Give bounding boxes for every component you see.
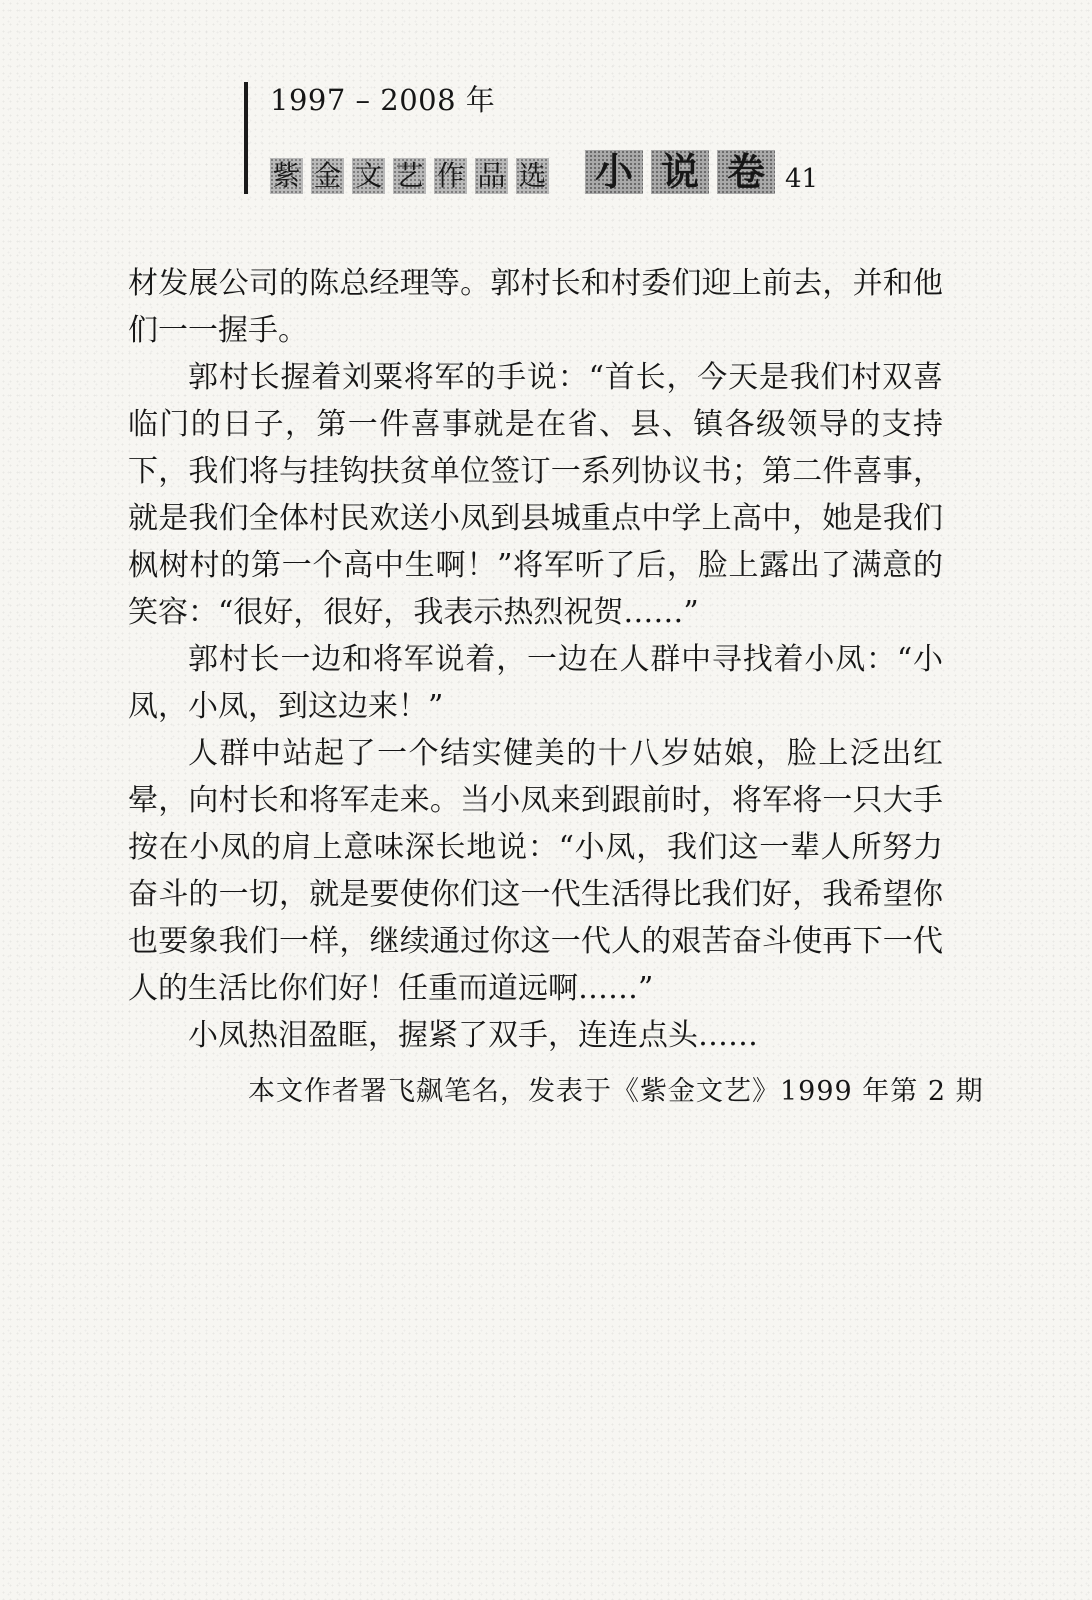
paragraph: 材发展公司的陈总经理等。郭村长和村委们迎上前去，并和他们一一握手。 (128, 266, 943, 348)
series-title-char: 品 (475, 158, 508, 194)
series-title-char: 金 (311, 158, 344, 194)
volume-title-char: 卷 (717, 150, 775, 194)
paragraph: 人群中站起了一个结实健美的十八岁姑娘，脸上泛出红晕，向村长和将军走来。当小凤来到跟前时，将军将一只大手按在小凤的肩上意味深长地说：“小凤，我们这一辈人所努力奋斗的一切，就是要使你们这一代生活得比我们好，我希望你也要象我们一样，继续通过你这一代人的艰苦奋斗使再下一代人的生活比你们好！任重而道远啊……” (128, 736, 943, 1006)
series-title-char: 作 (434, 158, 467, 194)
body-text (128, 260, 943, 1059)
paragraph: 郭村长一边和将军说着，一边在人群中寻找着小凤：“小凤，小凤，到这边来！” (128, 642, 943, 724)
series-title-char: 选 (516, 158, 549, 194)
source-note: 本文作者署飞飙笔名，发表于《紫金文艺》1999 年第 2 期 (248, 1076, 984, 1107)
header-years: 1997 – 2008 年 (270, 83, 496, 117)
header-series-title (270, 150, 818, 194)
page-number: 41 (785, 164, 819, 194)
paragraph: 郭村长握着刘粟将军的手说：“首长，今天是我们村双喜临门的日子，第一件喜事就是在省、县、镇各级领导的支持下，我们将与挂钩扶贫单位签订一系列协议书；第二件喜事，就是我们全体村民欢送小凤到县城重点中学上高中，她是我们枫树村的第一个高中生啊！”将军听了后，脸上露出了满意的笑容：“很好，很好，我表示热烈祝贺……” (128, 360, 943, 630)
volume-title-char: 说 (651, 150, 709, 194)
header-vertical-rule (244, 82, 248, 194)
paragraph: 小凤热泪盈眶，握紧了双手，连连点头…… (188, 1018, 758, 1053)
series-title-char: 紫 (270, 158, 303, 194)
series-title-char: 文 (352, 158, 385, 194)
volume-title-char: 小 (585, 150, 643, 194)
series-title-char: 艺 (393, 158, 426, 194)
